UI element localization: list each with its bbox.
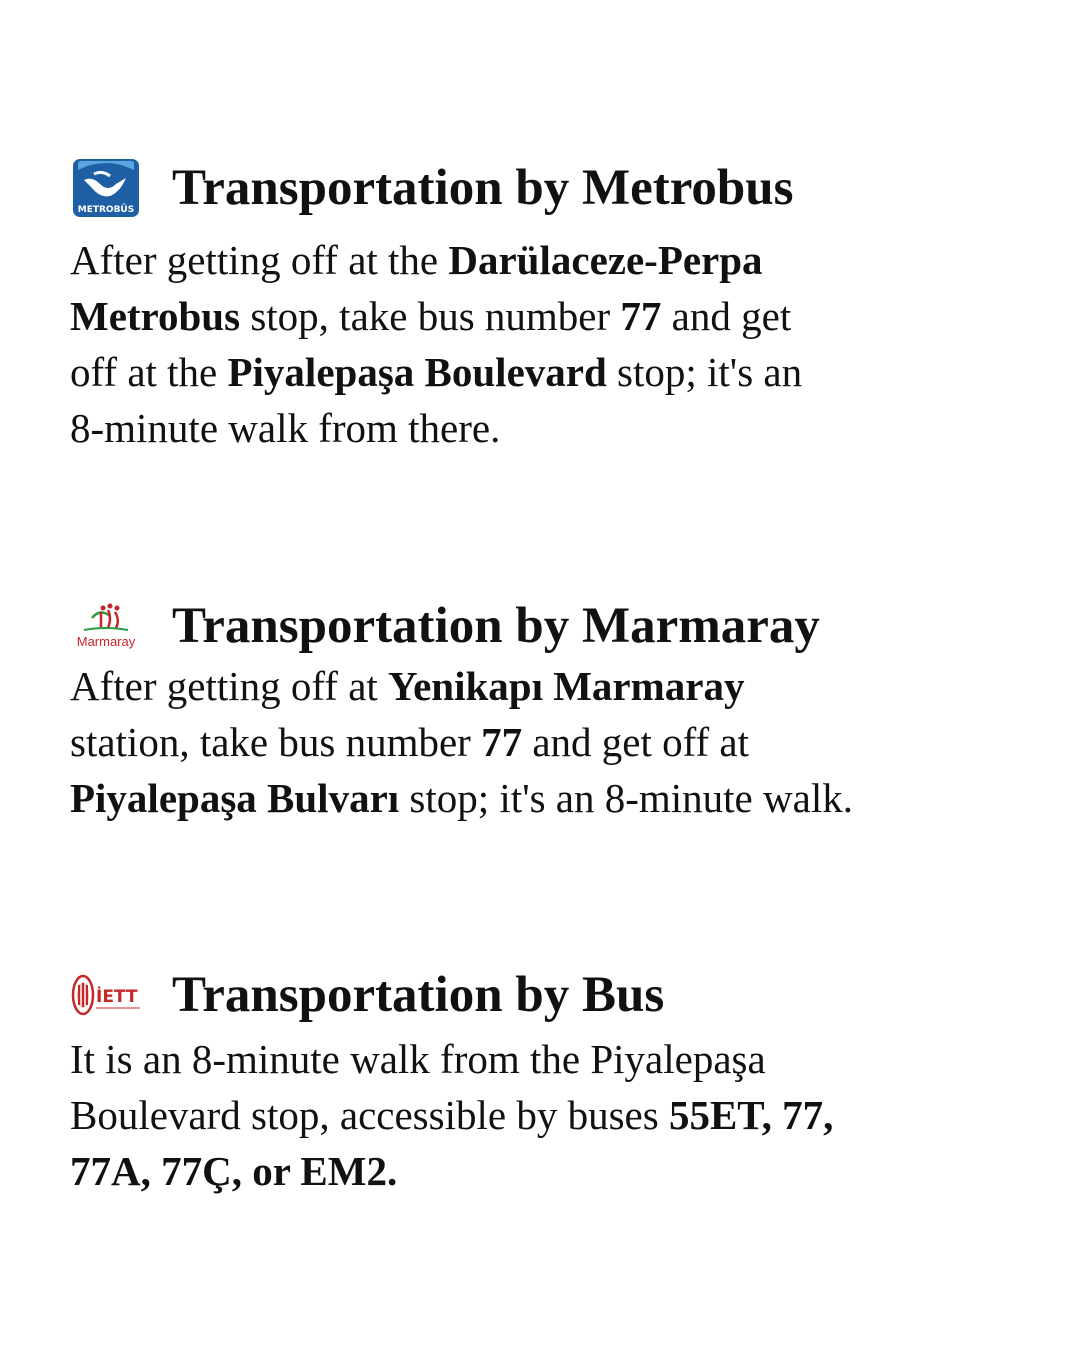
bold-text: Piyalepaşa Bulvarı bbox=[70, 775, 400, 821]
bold-text: Metrobus bbox=[70, 293, 241, 339]
description-line bbox=[70, 658, 1030, 714]
metrobus-logo-icon bbox=[70, 156, 142, 220]
metrobus-title: Transportation by Metrobus bbox=[172, 159, 794, 216]
description-line bbox=[70, 232, 1030, 288]
description-line bbox=[70, 770, 1030, 826]
bus-section bbox=[70, 955, 1030, 1199]
marmaray-section bbox=[70, 586, 1030, 826]
text-run: After getting off at the bbox=[70, 237, 449, 283]
description-line bbox=[70, 1143, 1030, 1199]
text-run: After getting off at bbox=[70, 663, 389, 709]
text-run: It is an 8-minute walk from the Piyalepaşa bbox=[70, 1036, 766, 1082]
bold-text: Darülaceze-Perpa bbox=[448, 237, 763, 283]
description-line bbox=[70, 344, 1030, 400]
text-run: stop; it's an 8-minute walk. bbox=[399, 775, 853, 821]
text-run: stop; it's an bbox=[606, 349, 803, 395]
bold-text: 77 bbox=[620, 293, 662, 339]
text-run: Boulevard stop, accessible by buses bbox=[70, 1092, 669, 1138]
marmaray-logo-icon bbox=[70, 594, 142, 658]
marmaray-description bbox=[70, 658, 1030, 826]
text-run: station, take bus number bbox=[70, 719, 482, 765]
marmaray-header bbox=[70, 586, 1030, 666]
bold-text: Piyalepaşa Boulevard bbox=[227, 349, 607, 395]
metrobus-header bbox=[70, 148, 1030, 228]
bus-title: Transportation by Bus bbox=[172, 966, 665, 1023]
text-run: stop, take bus number bbox=[240, 293, 621, 339]
description-line bbox=[70, 400, 1030, 456]
bold-text: 55ET, 77, bbox=[668, 1092, 834, 1138]
metrobus-description bbox=[70, 232, 1030, 456]
bus-description bbox=[70, 1031, 1030, 1199]
text-run: 8-minute walk from there. bbox=[70, 405, 501, 451]
marmaray-logo-text: Marmaray bbox=[76, 634, 136, 649]
description-line bbox=[70, 1031, 1030, 1087]
bold-text: 77A, 77Ç, or EM2. bbox=[70, 1148, 398, 1194]
bold-text: 77 bbox=[481, 719, 523, 765]
description-line bbox=[70, 1087, 1030, 1143]
text-run: and get bbox=[661, 293, 792, 339]
metrobus-section bbox=[70, 148, 1030, 456]
description-line bbox=[70, 288, 1030, 344]
marmaray-title: Transportation by Marmaray bbox=[172, 597, 820, 654]
iett-logo-icon bbox=[70, 963, 142, 1027]
bold-text: Yenikapı Marmaray bbox=[388, 663, 745, 709]
bus-header bbox=[70, 955, 1030, 1035]
text-run: and get off at bbox=[522, 719, 750, 765]
iett-logo-text: İETT bbox=[96, 987, 138, 1007]
description-line bbox=[70, 714, 1030, 770]
text-run: off at the bbox=[70, 349, 228, 395]
metrobus-logo-text: METROBÜS bbox=[77, 205, 135, 215]
